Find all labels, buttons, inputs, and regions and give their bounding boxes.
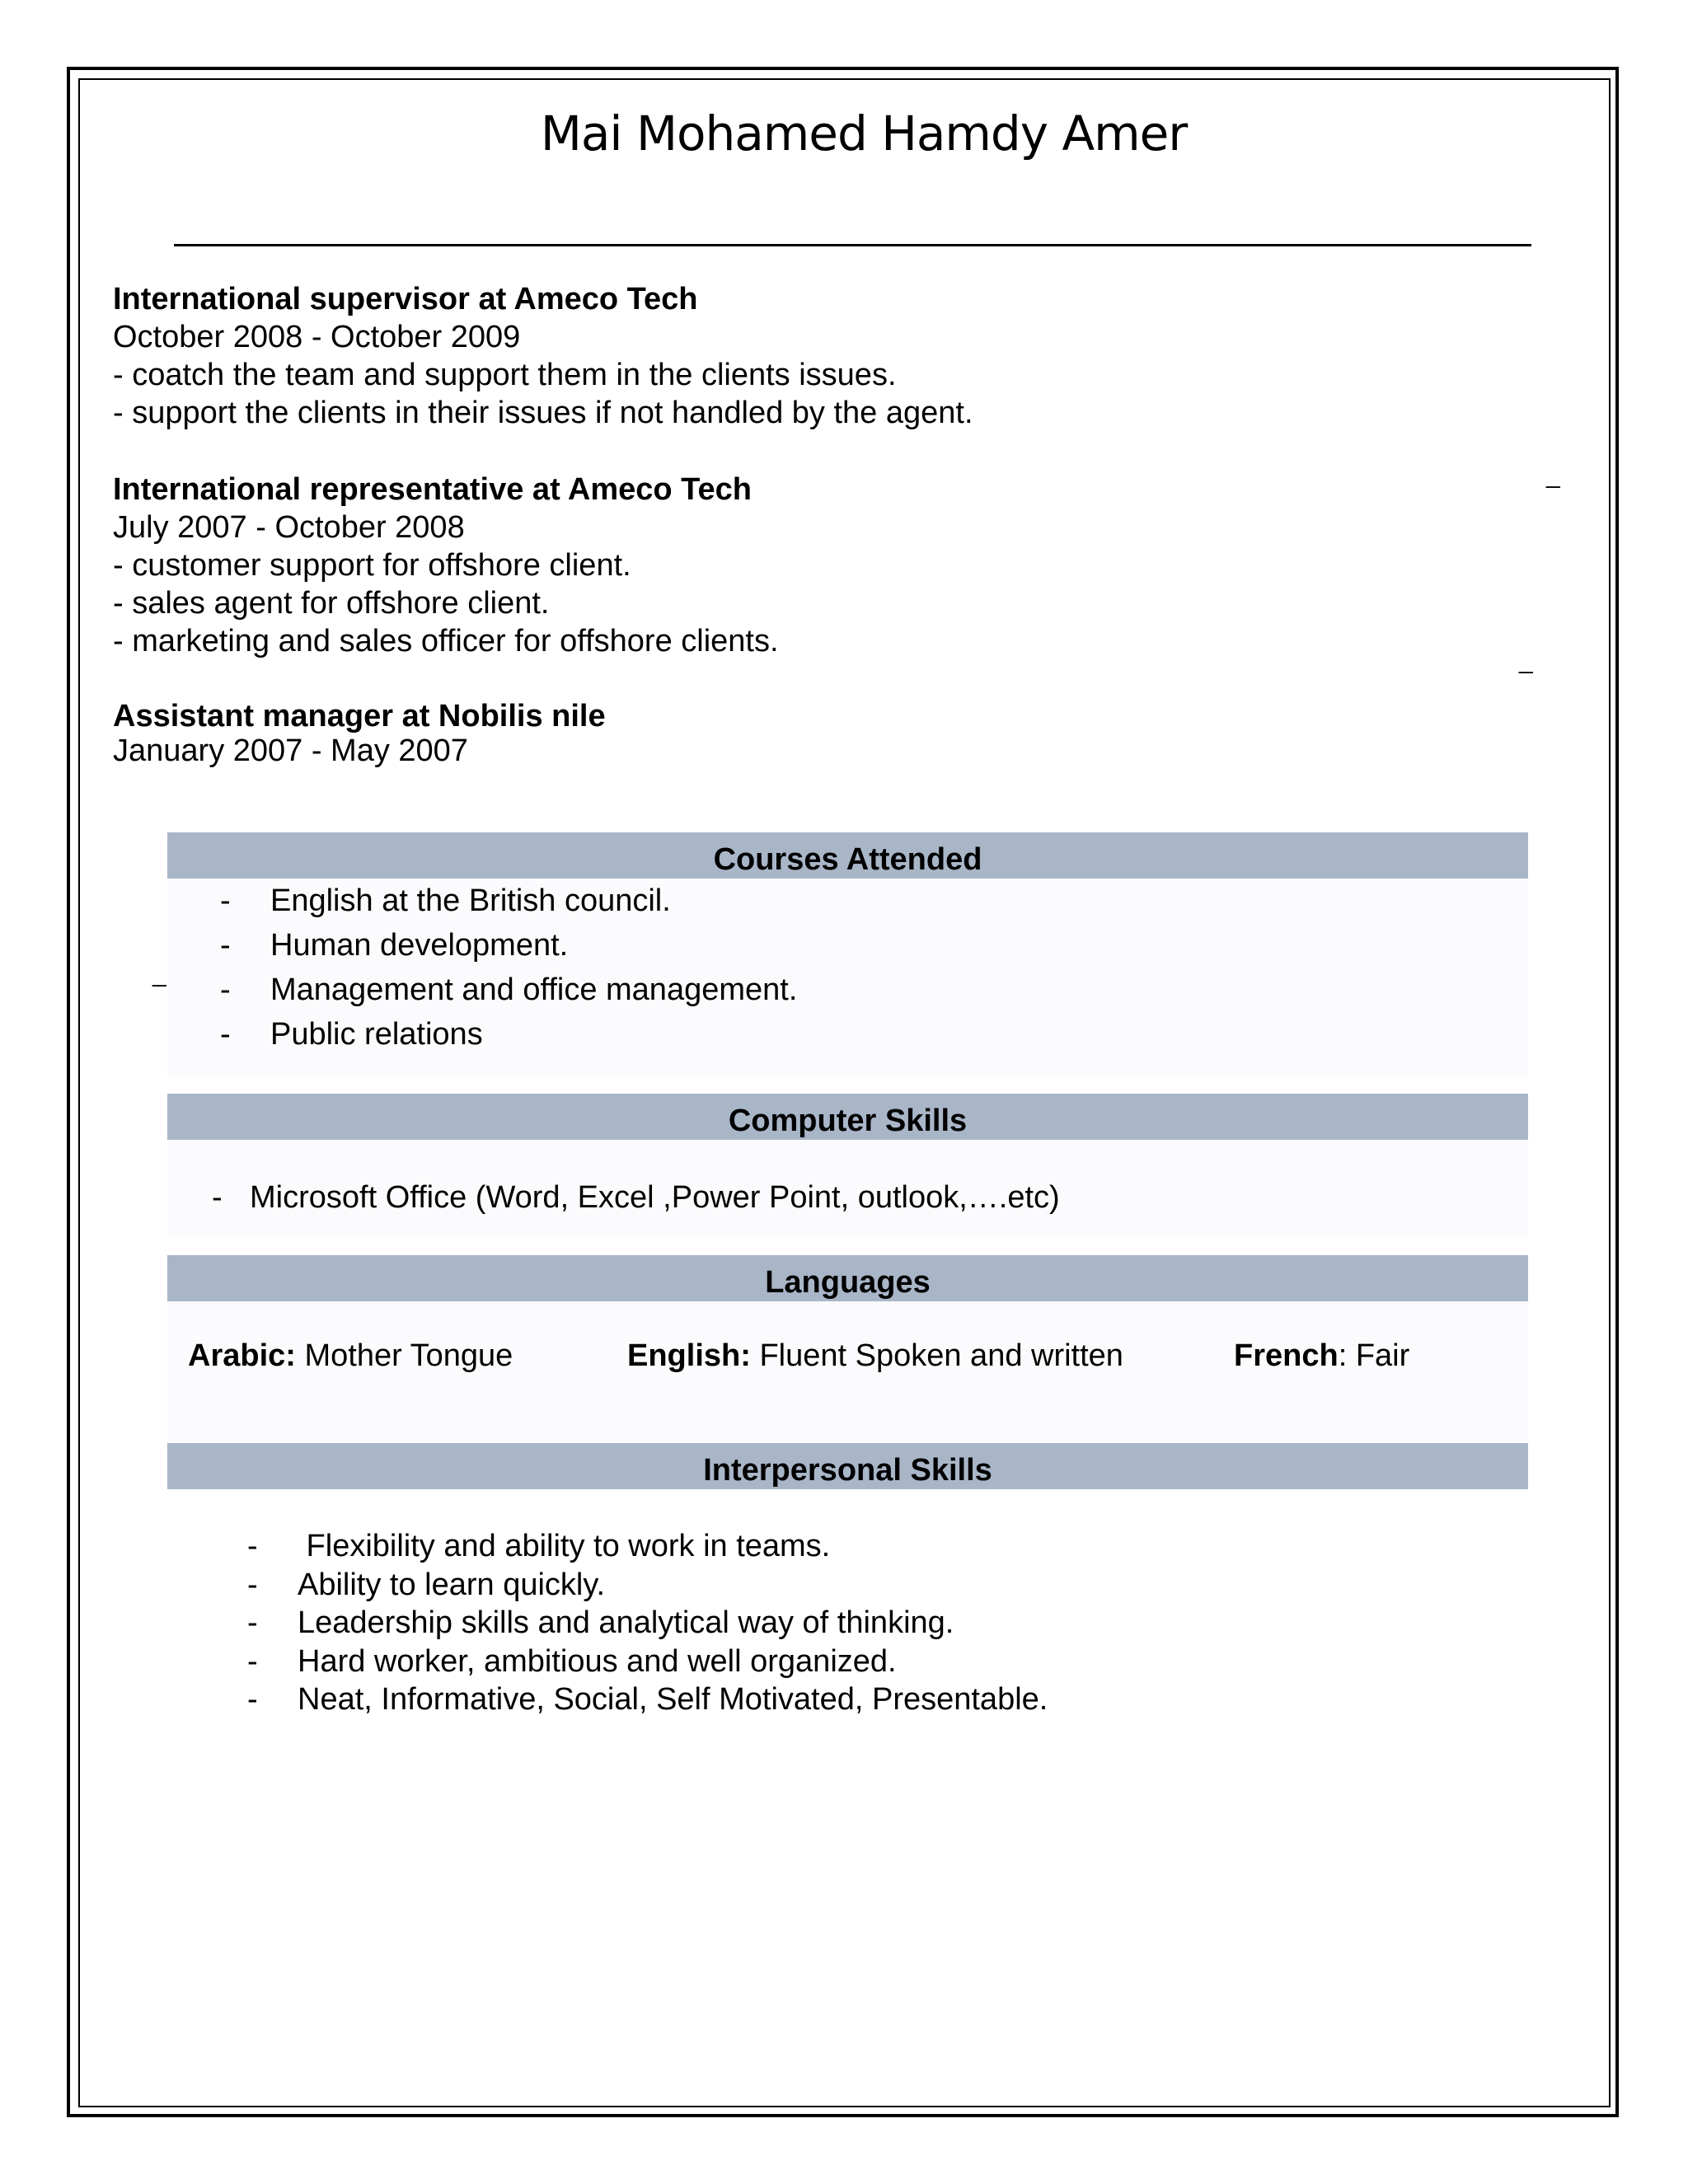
job-dates: October 2008 - October 2009 xyxy=(113,320,521,354)
job-detail: - coatch the team and support them in the clients issues. xyxy=(113,358,897,392)
stray-mark: _ xyxy=(1519,647,1533,674)
section-header-computer-skills: Computer Skills xyxy=(167,1094,1528,1140)
job-detail: - sales agent for offshore client. xyxy=(113,586,550,621)
list-item: - Leadership skills and analytical way of thinking. xyxy=(247,1605,954,1640)
job-title: International supervisor at Ameco Tech xyxy=(113,282,698,316)
experience-entry xyxy=(113,699,606,768)
job-detail: - support the clients in their issues if not handled by the agent. xyxy=(113,396,973,430)
section-header-languages: Languages xyxy=(167,1255,1528,1301)
header-divider xyxy=(174,244,1531,246)
stray-mark: _ xyxy=(1546,462,1560,489)
list-item: - Ability to learn quickly. xyxy=(247,1567,606,1602)
job-title: International representative at Ameco Tech xyxy=(113,472,753,507)
section-header-interpersonal-skills: Interpersonal Skills xyxy=(167,1443,1528,1489)
list-item: - English at the British council. xyxy=(220,883,671,918)
list-item: - Public relations xyxy=(220,1017,483,1052)
language-english: English: Fluent Spoken and written xyxy=(627,1338,1123,1373)
section-header-courses: Courses Attended xyxy=(167,832,1528,879)
list-item: - Human development. xyxy=(220,928,569,963)
computer-skills-list xyxy=(212,1175,1060,1220)
list-item: - Management and office management. xyxy=(220,972,798,1007)
job-dates: January 2007 - May 2007 xyxy=(113,733,468,768)
job-title: Assistant manager at Nobilis nile xyxy=(113,699,606,733)
language-french: French: Fair xyxy=(1234,1338,1410,1373)
language-arabic: Arabic: Mother Tongue xyxy=(188,1338,513,1373)
list-item: - Neat, Informative, Social, Self Motivated, Presentable. xyxy=(247,1682,1048,1717)
stray-mark: _ xyxy=(152,960,166,987)
job-dates: July 2007 - October 2008 xyxy=(113,510,465,545)
candidate-name: Mai Mohamed Hamdy Amer xyxy=(540,105,1188,162)
interpersonal-skills-list xyxy=(247,1527,1048,1719)
list-item: - Hard worker, ambitious and well organized. xyxy=(247,1643,897,1679)
job-detail: - customer support for offshore client. xyxy=(113,548,631,583)
list-item: - Flexibility and ability to work in teams. xyxy=(247,1529,831,1563)
job-detail: - marketing and sales officer for offshore clients. xyxy=(113,624,779,658)
courses-list xyxy=(220,879,797,1057)
experience-entry xyxy=(113,280,973,432)
list-item: - Microsoft Office (Word, Excel ,Power Point, outlook,….etc) xyxy=(212,1180,1060,1215)
experience-entry xyxy=(113,471,779,660)
